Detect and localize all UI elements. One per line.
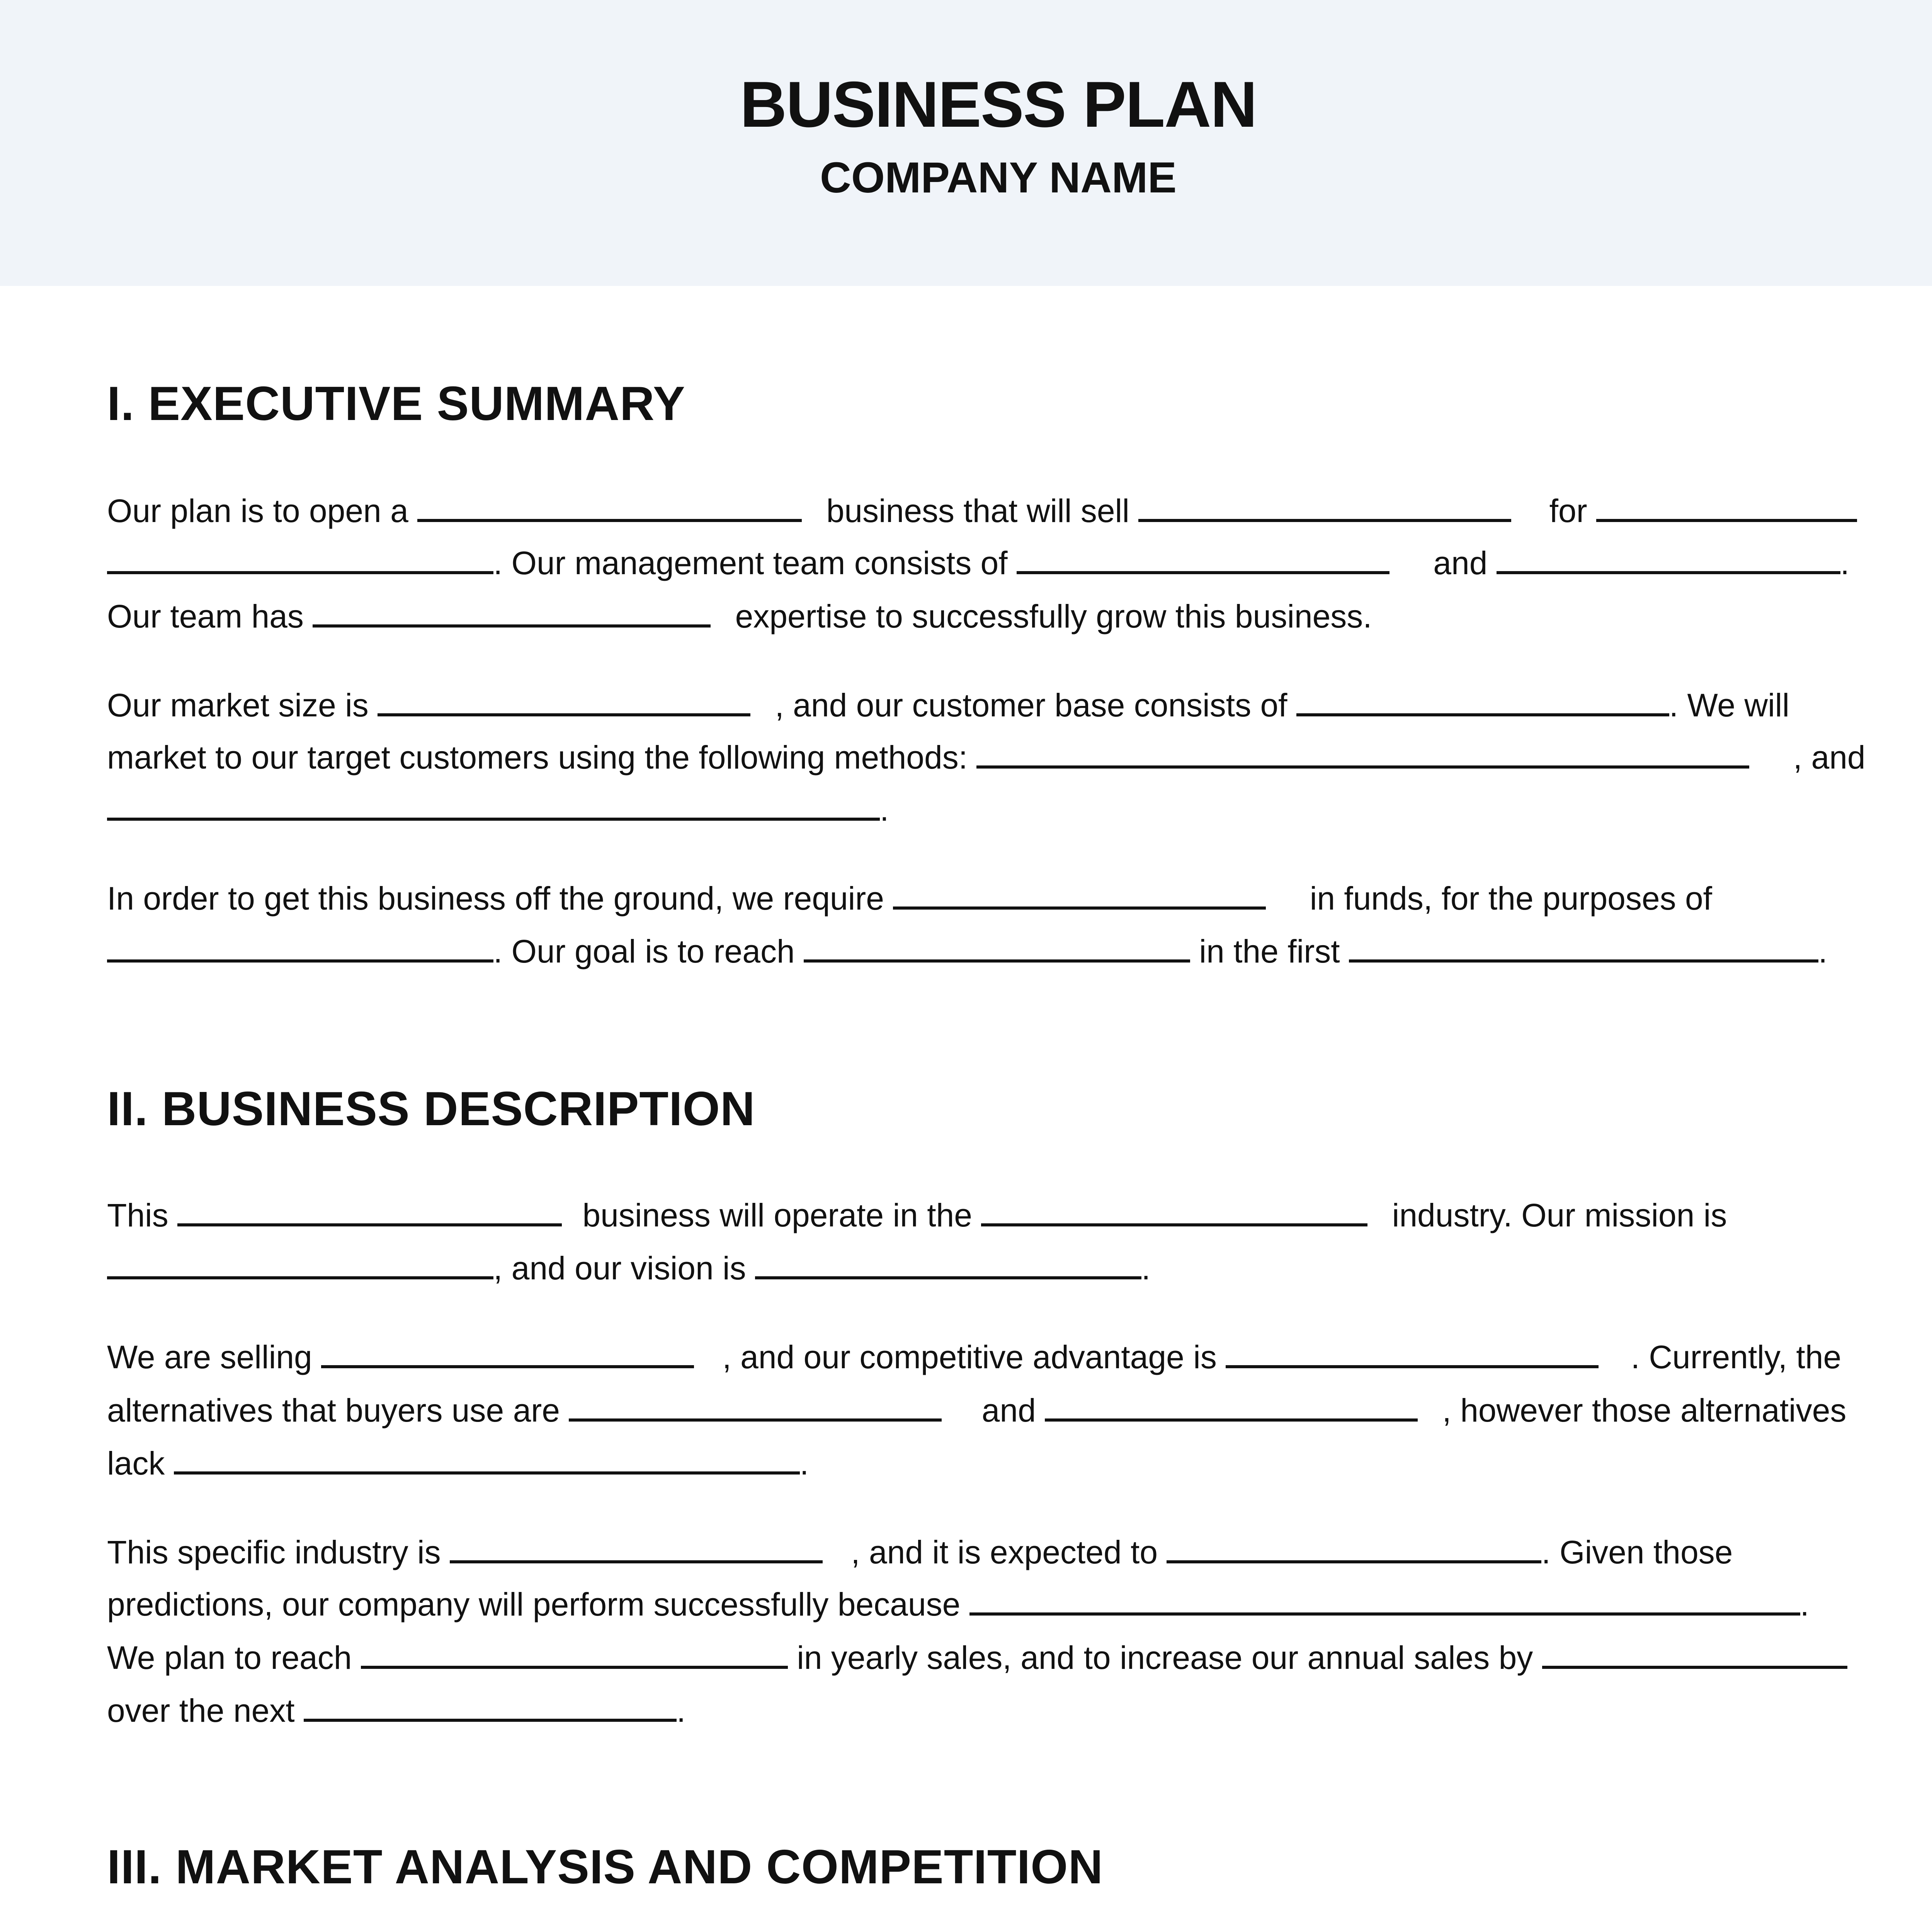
blank-industry-state[interactable] xyxy=(450,1533,823,1563)
blank-selling[interactable] xyxy=(321,1338,694,1368)
exec-line-2: . Our management team consists of and . xyxy=(107,540,1849,586)
blank-marketing-methods-2[interactable] xyxy=(107,791,880,821)
blank-customer[interactable] xyxy=(1596,492,1857,522)
document-title: BUSINESS PLAN xyxy=(740,68,1257,141)
blank-timeframe[interactable] xyxy=(1349,932,1818,963)
blank-customer-cont[interactable] xyxy=(107,544,493,574)
blank-marketing-methods[interactable] xyxy=(976,738,1749,769)
blank-purpose[interactable] xyxy=(107,932,493,963)
exec-line-3: Our team has expertise to successfully grow this business. xyxy=(107,598,1372,634)
exec-line-7: In order to get this business off the ground, we require in funds, for the purposes of xyxy=(107,880,1712,917)
exec-line-1: Our plan is to open a business that will sell for xyxy=(107,488,1857,534)
section-heading-business-description: II. BUSINESS DESCRIPTION xyxy=(107,1082,755,1136)
blank-lack[interactable] xyxy=(174,1444,800,1475)
desc-line-3: We are selling , and our competitive advantage is . Currently, the xyxy=(107,1339,1842,1375)
exec-line-4: Our market size is , and our customer base consists of . We will xyxy=(107,687,1789,723)
blank-goal[interactable] xyxy=(804,932,1190,963)
blank-customer-base[interactable] xyxy=(1296,686,1669,716)
blank-reason[interactable] xyxy=(969,1585,1800,1616)
blank-market-size[interactable] xyxy=(378,686,750,716)
blank-expected[interactable] xyxy=(1167,1533,1541,1563)
desc-line-4: alternatives that buyers use are and , however those alternatives xyxy=(107,1392,1847,1429)
blank-period[interactable] xyxy=(304,1692,677,1722)
blank-sales-increase[interactable] xyxy=(1542,1639,1847,1669)
blank-funds[interactable] xyxy=(893,879,1266,910)
desc-line-9: over the next . xyxy=(107,1692,686,1729)
blank-manager-1[interactable] xyxy=(1017,544,1389,574)
blank-business-type[interactable] xyxy=(417,492,802,522)
blank-advantage[interactable] xyxy=(1226,1338,1599,1368)
desc-line-6: This specific industry is , and it is expected to . Given those xyxy=(107,1534,1733,1570)
desc-line-2: , and our vision is . xyxy=(107,1245,1150,1291)
document-header xyxy=(0,0,1932,286)
blank-alternative-1[interactable] xyxy=(569,1391,942,1422)
blank-industry[interactable] xyxy=(981,1196,1367,1226)
blank-vision[interactable] xyxy=(755,1249,1141,1279)
blank-mission[interactable] xyxy=(107,1249,493,1279)
blank-alternative-2[interactable] xyxy=(1045,1391,1418,1422)
blank-business-kind[interactable] xyxy=(177,1196,562,1226)
exec-line-8: . Our goal is to reach in the first . xyxy=(107,928,1827,975)
desc-line-8: We plan to reach in yearly sales, and to increase our annual sales by xyxy=(107,1634,1847,1681)
blank-manager-2[interactable] xyxy=(1497,544,1840,574)
blank-yearly-sales[interactable] xyxy=(361,1639,788,1669)
company-name: COMPANY NAME xyxy=(820,153,1177,202)
exec-line-5: market to our target customers using the following methods: , and xyxy=(107,739,1866,776)
section-heading-executive-summary: I. EXECUTIVE SUMMARY xyxy=(107,377,685,430)
desc-line-7: predictions, our company will perform successfully because . xyxy=(107,1586,1809,1622)
exec-line-6: . xyxy=(107,786,889,833)
desc-line-1: This business will operate in the industry. Our mission is xyxy=(107,1197,1727,1233)
blank-product[interactable] xyxy=(1138,492,1511,522)
desc-line-5: lack . xyxy=(107,1445,809,1481)
section-heading-market-analysis: III. MARKET ANALYSIS AND COMPETITION xyxy=(107,1840,1104,1894)
blank-expertise[interactable] xyxy=(313,597,711,628)
